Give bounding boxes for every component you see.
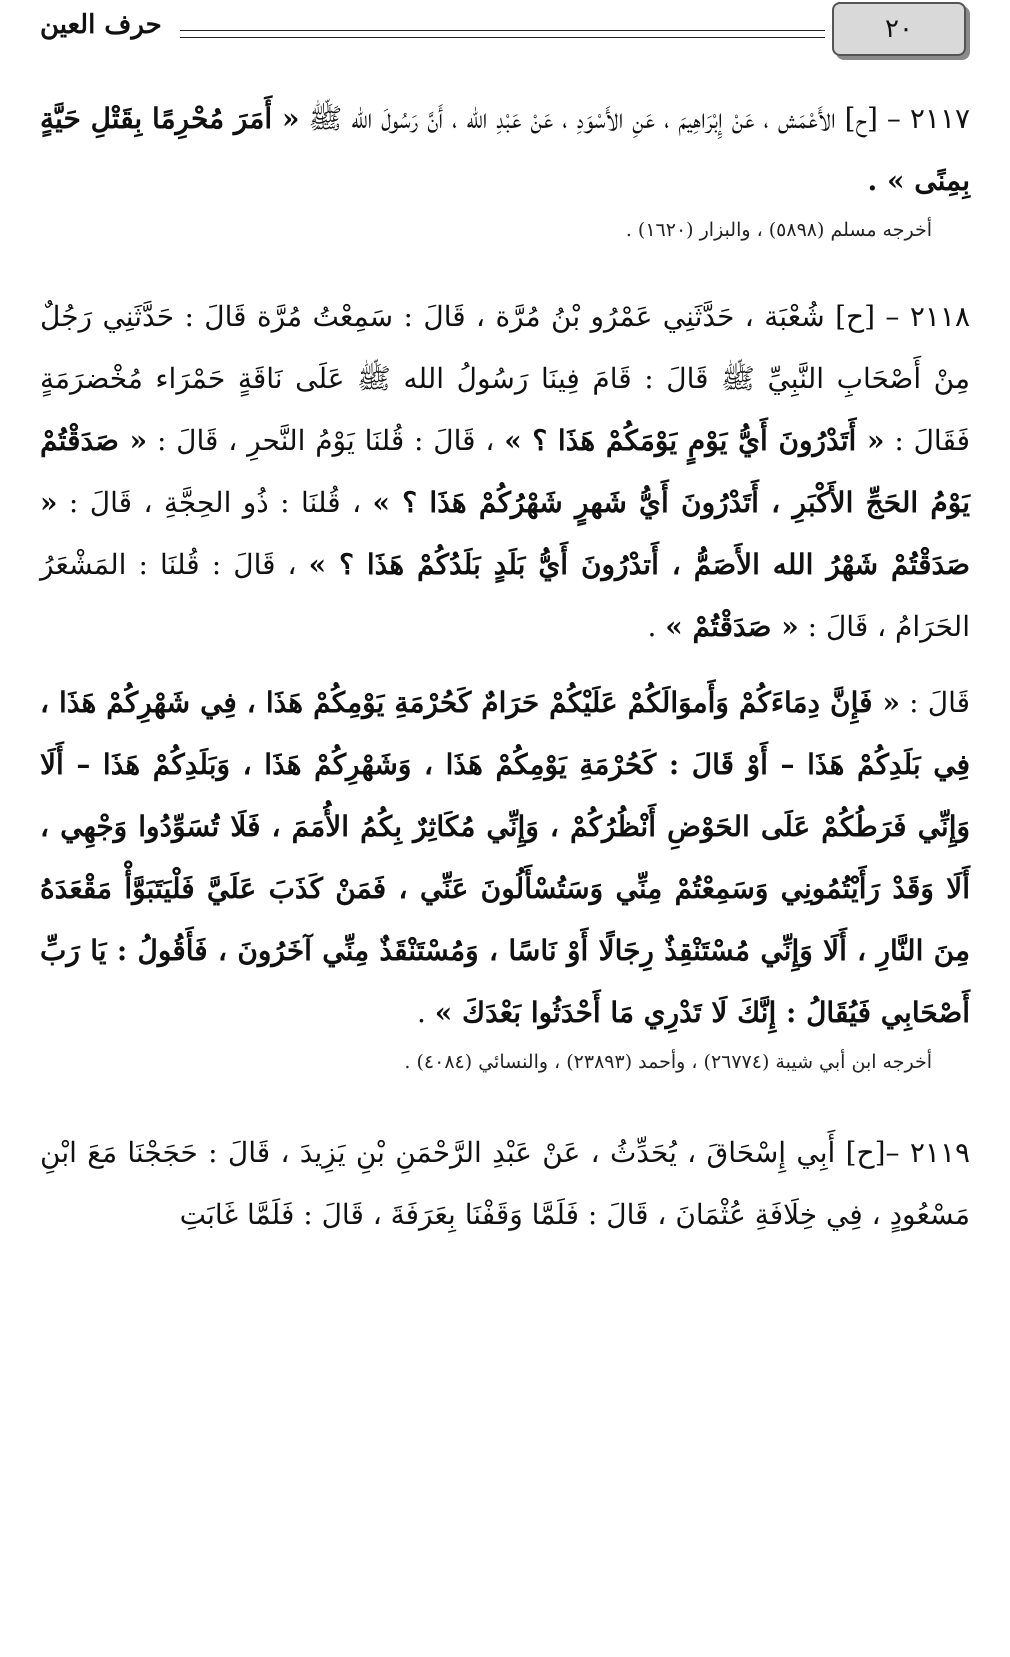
hadith-text: ، قَالَ : قُلنَا يَوْمُ النَّحرِ ، قَالَ : [156, 424, 495, 457]
hadith-2118-source: أخرجه ابن أبي شيبة (٢٦٧٧٤) ، وأحمد (٢٣٨٩٣) ، والنسائي (٤٠٨٤) . [404, 1051, 932, 1073]
hadith-quote: « صَدَقْتُمْ شَهْرُ الله الأَصَمُّ ، أَتدْرُونَ أَيُّ بَلَدٍ بَلَدُكُمْ هَذَا ؟ » [40, 486, 970, 581]
page-content [40, 88, 970, 1246]
hadith-quote: « فَإِنَّ دِمَاءَكُمْ وَأَموَالَكُمْ عَلَيْكُمْ حَرَامٌ كَحُرْمَةِ يَوْمِكُمْ هَذَا ، فِي شَهْرِكُمْ هَذَا ، فِي بَلَدِكُمْ هَذَا – أَوْ قَالَ : كَحُرْمَةِ يَوْمِكُمْ هَذَا ، وَشَهْرِكُمْ هَذَا ، وَبَلَدِكُمْ هَذَا – أَلَا وَإِنِّي فَرَطُكُمْ عَلَى الحَوْضِ أَنْظُرُكُمْ ، وَإِنِّي مُكَاثِرٌ بِكُمُ الأُمَمَ ، فَلَا تُسَوِّدُوا وَجْهِي ، أَلَا وَقَدْ رَأَيْتُمُونِي وَسَمِعْتُمْ مِنِّي وَسَتُسْأَلُونَ عَنِّي ، فَمَنْ كَذَبَ عَلَيَّ فَلْيَتَبَوَّأْ مَقْعَدَهُ مِنَ النَّارِ ، أَلَا وَإِنِّي مُسْتَنْقِذٌ رِجَالًا أَوْ نَاسًا ، وَمُسْتَنْقَذٌ مِنِّي آخَرُونَ ، فَأَقُولُ : يَا رَبِّ أَصْحَابِي فَيُقَالُ : إِنَّكَ لَا تَدْرِي مَا أَحْدَثُوا بَعْدَكَ » [40, 686, 971, 1029]
hadith-text: قَالَ : [909, 686, 970, 719]
hadith-2118-continuation [40, 672, 970, 1044]
hadith-chain: – [ح] الأَعْمَش ، عَنْ إِبْرَاهِيمَ ، عَنِ الأَسْوَدِ ، عَنْ عَبْدِ الله ، أَنَّ رَسُولَ الله ﷺ [308, 102, 901, 135]
hadith-text: . [416, 996, 426, 1029]
hadith-text: ، قَالَ : قُلنَا : المَشْعَرُ الحَرَامُ ، قَالَ : [40, 548, 970, 643]
header-divider [180, 30, 825, 38]
hadith-quote: « أَتَدْرُونَ أَيُّ يَوْمٍ يَوْمَكُمْ هَذَا ؟ » [504, 424, 885, 457]
hadith-2117-source: أخرجه مسلم (٥٨٩٨) ، والبزار (١٦٢٠) . [625, 219, 932, 241]
hadith-quote: « صَدَقْتُمْ » [665, 610, 799, 643]
hadith-quote: « صَدَقْتُمْ يَوْمُ الحَجِّ الأَكْبَرِ ، أَتَدْرُونَ أَيُّ شَهرٍ شَهْرُكُمْ هَذَا ؟ » [40, 424, 970, 519]
hadith-quote: « أَمَرَ مُحْرِمًا بِقَتْلِ حَيَّةٍ بِمِنًى » . [40, 102, 970, 197]
page-number: ٢٠ [885, 14, 913, 44]
hadith-number: ٢١١٨ [909, 300, 970, 333]
page-header [30, 0, 970, 64]
hadith-number: ٢١١٩ [909, 1136, 971, 1169]
hadith-intro: – [ح] شُعْبَة ، حَدَّثَنِي عَمْرُو بْنُ مُرَّة ، قَالَ : سَمِعْتُ مُرَّة قَالَ : حَدَّثَنِي رَجُلٌ مِنْ أَصْحَابِ النَّبِيِّ ﷺ قَالَ : قَامَ فِينَا رَسُولُ الله ﷺ عَلَى نَاقَةٍ حَمْرَاء مُخْضرَمَةٍ فَقَالَ : [40, 300, 971, 457]
hadith-number: ٢١١٧ [909, 102, 971, 135]
hadith-text: –[ح] أَبِي إِسْحَاقَ ، يُحَدِّثُ ، عَنْ عَبْدِ الرَّحْمَنِ بْنِ يَزِيدَ ، قَالَ : حَجَجْنَا مَعَ ابْنِ مَسْعُودٍ ، فِي خِلَافَةِ عُثْمَانَ ، قَالَ : فَلَمَّا وَقَفْنَا بِعَرَفَةَ ، قَالَ : فَلَمَّا غَابَتِ [40, 1136, 970, 1231]
hadith-2118 [40, 286, 970, 658]
hadith-text: ، قُلنَا : ذُو الحِجَّةِ ، قَالَ : [68, 486, 362, 519]
hadith-text: . [647, 610, 657, 643]
chapter-title: حرف العين [40, 10, 162, 40]
page-number-badge [832, 2, 966, 56]
hadith-2119 [40, 1122, 970, 1246]
hadith-2117 [40, 88, 970, 212]
